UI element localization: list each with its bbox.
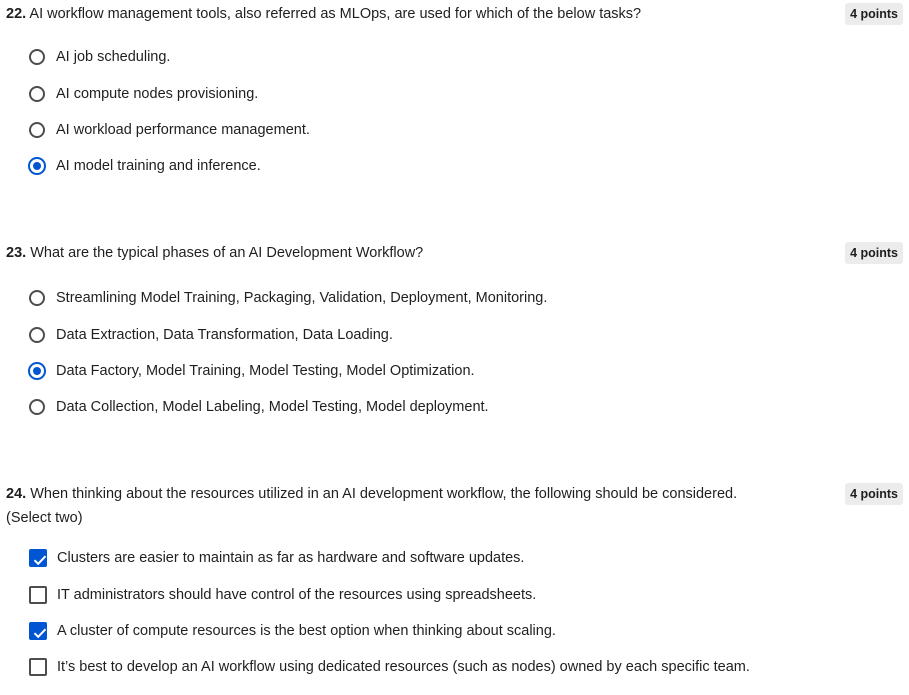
radio-unselected-icon[interactable] <box>29 49 45 65</box>
question-24 <box>0 482 909 530</box>
question-text: AI workflow management tools, also referred as MLOps, are used for which of the below tasks? <box>29 6 642 22</box>
option-label: Streamlining Model Training, Packaging, Validation, Deployment, Monitoring. <box>56 290 548 306</box>
radio-option[interactable] <box>29 286 547 310</box>
option-label: Clusters are easier to maintain as far as hardware and software updates. <box>57 550 525 566</box>
question-header <box>0 2 909 26</box>
option-label: A cluster of compute resources is the best option when thinking about scaling. <box>57 623 556 639</box>
question-number: 22. <box>6 6 27 22</box>
question-23 <box>0 241 909 265</box>
radio-unselected-icon[interactable] <box>29 327 45 343</box>
option-label: Data Collection, Model Labeling, Model Testing, Model deployment. <box>56 399 489 415</box>
radio-unselected-icon[interactable] <box>29 86 45 102</box>
question-text: What are the typical phases of an AI Development Workflow? <box>30 245 424 261</box>
points-badge: 4 points <box>845 483 903 505</box>
question-header <box>0 241 909 265</box>
option-label: AI model training and inference. <box>56 158 261 174</box>
radio-option[interactable] <box>29 82 258 106</box>
checkbox-option-checked[interactable] <box>29 546 524 570</box>
checkbox-checked-icon[interactable] <box>29 622 47 640</box>
question-subtext: (Select two) <box>6 510 83 526</box>
radio-option-selected[interactable] <box>29 359 475 383</box>
radio-option[interactable] <box>29 395 489 419</box>
checkbox-option[interactable] <box>29 583 536 607</box>
radio-unselected-icon[interactable] <box>29 290 45 306</box>
checkbox-option-checked[interactable] <box>29 619 556 643</box>
checkbox-option[interactable] <box>29 655 750 679</box>
radio-option[interactable] <box>29 118 310 142</box>
radio-selected-icon[interactable] <box>28 157 46 175</box>
checkbox-unchecked-icon[interactable] <box>29 658 47 676</box>
option-label: It’s best to develop an AI workflow using dedicated resources (such as nodes) owned by each specific team. <box>57 659 750 675</box>
checkbox-checked-icon[interactable] <box>29 549 47 567</box>
question-number: 23. <box>6 245 27 261</box>
checkbox-unchecked-icon[interactable] <box>29 586 47 604</box>
option-label: AI job scheduling. <box>56 49 171 65</box>
points-badge: 4 points <box>845 242 903 264</box>
radio-unselected-icon[interactable] <box>29 399 45 415</box>
option-label: IT administrators should have control of the resources using spreadsheets. <box>57 587 537 603</box>
radio-option[interactable] <box>29 323 393 347</box>
points-badge: 4 points <box>845 3 903 25</box>
question-22 <box>0 2 909 26</box>
radio-option[interactable] <box>29 45 170 69</box>
question-text: When thinking about the resources utilized in an AI development workflow, the following should be considered. <box>30 486 738 502</box>
option-label: Data Extraction, Data Transformation, Data Loading. <box>56 327 393 343</box>
radio-selected-icon[interactable] <box>28 362 46 380</box>
option-label: AI compute nodes provisioning. <box>56 86 259 102</box>
option-label: Data Factory, Model Training, Model Testing, Model Optimization. <box>56 363 475 379</box>
option-label: AI workload performance management. <box>56 122 310 138</box>
question-header <box>0 482 909 530</box>
radio-unselected-icon[interactable] <box>29 122 45 138</box>
question-number: 24. <box>6 486 27 502</box>
radio-option-selected[interactable] <box>29 154 261 178</box>
